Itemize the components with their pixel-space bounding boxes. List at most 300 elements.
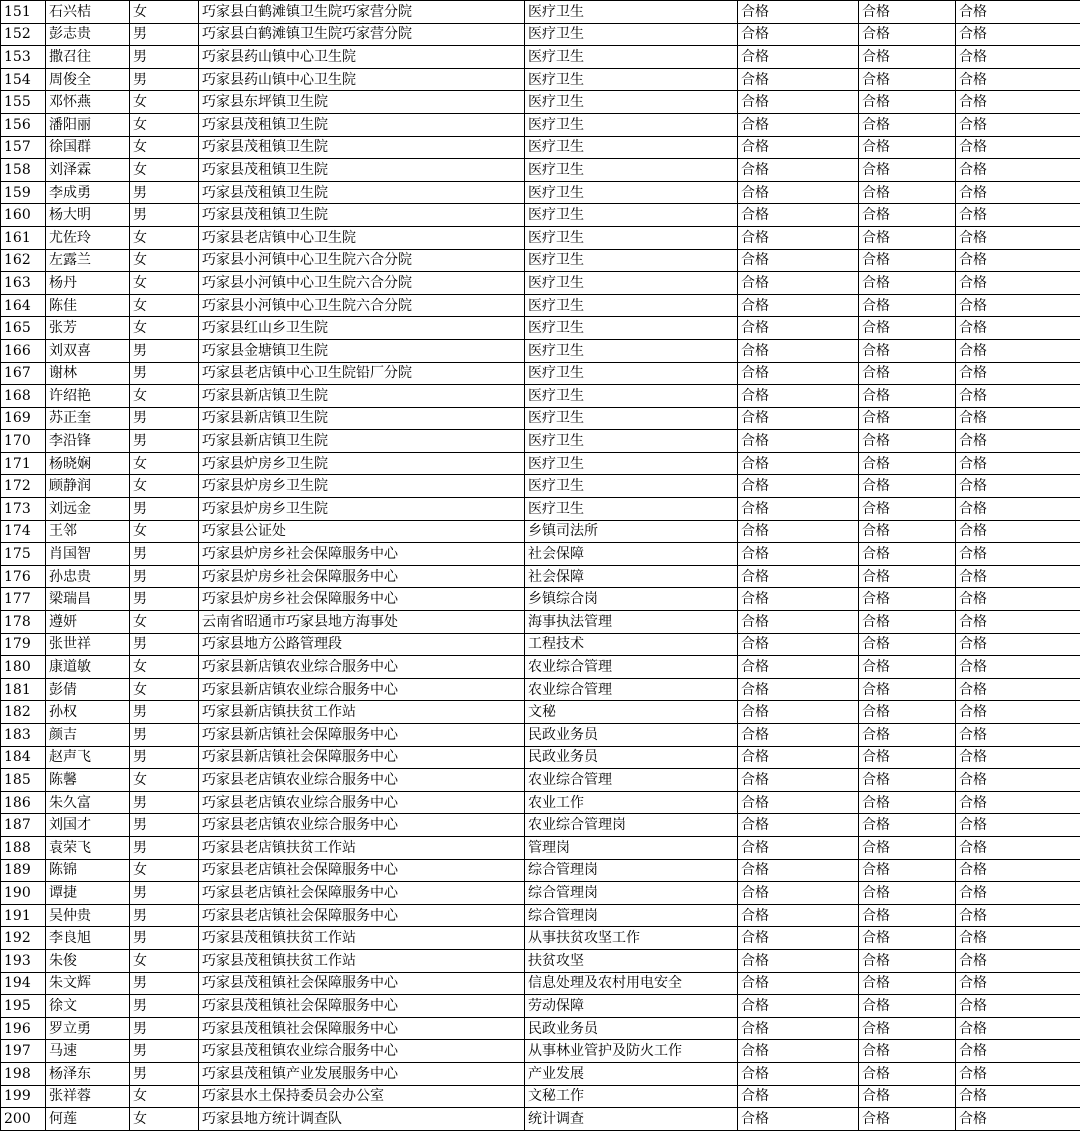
row-number-cell: 169	[1, 407, 46, 430]
result-3-cell: 合格	[956, 91, 1080, 114]
employer-unit-cell: 巧家县茂租镇扶贫工作站	[199, 949, 525, 972]
row-number-cell: 199	[1, 1085, 46, 1108]
position-cell: 文秘工作	[525, 1085, 738, 1108]
position-cell: 医疗卫生	[525, 294, 738, 317]
result-3-cell: 合格	[956, 159, 1080, 182]
result-2-cell: 合格	[859, 385, 956, 408]
result-2-cell: 合格	[859, 339, 956, 362]
result-3-cell: 合格	[956, 859, 1080, 882]
position-cell: 医疗卫生	[525, 317, 738, 340]
table-row	[1, 633, 1080, 656]
result-3-cell: 合格	[956, 475, 1080, 498]
result-1-cell: 合格	[738, 475, 859, 498]
result-3-cell: 合格	[956, 995, 1080, 1018]
position-cell: 管理岗	[525, 836, 738, 859]
gender-cell: 女	[130, 272, 199, 295]
result-2-cell: 合格	[859, 904, 956, 927]
result-1-cell: 合格	[738, 204, 859, 227]
employer-unit-cell: 巧家县老店镇扶贫工作站	[199, 836, 525, 859]
position-cell: 社会保障	[525, 565, 738, 588]
employer-unit-cell: 巧家县新店镇社会保障服务中心	[199, 746, 525, 769]
employer-unit-cell: 巧家县茂租镇扶贫工作站	[199, 927, 525, 950]
result-3-cell: 合格	[956, 430, 1080, 453]
result-3-cell: 合格	[956, 972, 1080, 995]
gender-cell: 女	[130, 656, 199, 679]
gender-cell: 女	[130, 611, 199, 634]
gender-cell: 男	[130, 407, 199, 430]
name-cell: 赵声飞	[46, 746, 130, 769]
row-number-cell: 174	[1, 520, 46, 543]
result-2-cell: 合格	[859, 701, 956, 724]
employer-unit-cell: 巧家县小河镇中心卫生院六合分院	[199, 272, 525, 295]
result-1-cell: 合格	[738, 1108, 859, 1131]
gender-cell: 女	[130, 294, 199, 317]
result-1-cell: 合格	[738, 452, 859, 475]
table-row	[1, 23, 1080, 46]
name-cell: 张世祥	[46, 633, 130, 656]
gender-cell: 男	[130, 791, 199, 814]
name-cell: 顾静润	[46, 475, 130, 498]
position-cell: 医疗卫生	[525, 91, 738, 114]
result-3-cell: 合格	[956, 814, 1080, 837]
result-2-cell: 合格	[859, 836, 956, 859]
name-cell: 石兴桔	[46, 1, 130, 24]
name-cell: 邓怀燕	[46, 91, 130, 114]
table-row	[1, 1085, 1080, 1108]
result-3-cell: 合格	[956, 769, 1080, 792]
table-row	[1, 385, 1080, 408]
result-3-cell: 合格	[956, 272, 1080, 295]
result-3-cell: 合格	[956, 656, 1080, 679]
result-2-cell: 合格	[859, 475, 956, 498]
gender-cell: 女	[130, 452, 199, 475]
name-cell: 李沿锋	[46, 430, 130, 453]
result-3-cell: 合格	[956, 1, 1080, 24]
result-1-cell: 合格	[738, 588, 859, 611]
row-number-cell: 171	[1, 452, 46, 475]
employer-unit-cell: 巧家县白鹤滩镇卫生院巧家营分院	[199, 1, 525, 24]
gender-cell: 男	[130, 543, 199, 566]
row-number-cell: 192	[1, 927, 46, 950]
result-1-cell: 合格	[738, 791, 859, 814]
row-number-cell: 159	[1, 181, 46, 204]
position-cell: 民政业务员	[525, 724, 738, 747]
gender-cell: 女	[130, 91, 199, 114]
position-cell: 医疗卫生	[525, 46, 738, 69]
result-2-cell: 合格	[859, 452, 956, 475]
name-cell: 苏正奎	[46, 407, 130, 430]
result-3-cell: 合格	[956, 23, 1080, 46]
row-number-cell: 190	[1, 882, 46, 905]
result-3-cell: 合格	[956, 1062, 1080, 1085]
position-cell: 农业工作	[525, 791, 738, 814]
result-1-cell: 合格	[738, 859, 859, 882]
result-1-cell: 合格	[738, 769, 859, 792]
row-number-cell: 168	[1, 385, 46, 408]
name-cell: 杨晓娴	[46, 452, 130, 475]
gender-cell: 女	[130, 678, 199, 701]
gender-cell: 男	[130, 1017, 199, 1040]
gender-cell: 女	[130, 226, 199, 249]
result-1-cell: 合格	[738, 927, 859, 950]
result-1-cell: 合格	[738, 724, 859, 747]
result-2-cell: 合格	[859, 1085, 956, 1108]
position-cell: 医疗卫生	[525, 181, 738, 204]
result-2-cell: 合格	[859, 113, 956, 136]
employer-unit-cell: 巧家县炉房乡卫生院	[199, 475, 525, 498]
name-cell: 刘泽霖	[46, 159, 130, 182]
table-row	[1, 294, 1080, 317]
result-1-cell: 合格	[738, 678, 859, 701]
employer-unit-cell: 巧家县老店镇社会保障服务中心	[199, 904, 525, 927]
table-row	[1, 656, 1080, 679]
result-1-cell: 合格	[738, 656, 859, 679]
result-1-cell: 合格	[738, 520, 859, 543]
employer-unit-cell: 巧家县新店镇扶贫工作站	[199, 701, 525, 724]
gender-cell: 男	[130, 588, 199, 611]
result-2-cell: 合格	[859, 995, 956, 1018]
employer-unit-cell: 巧家县老店镇农业综合服务中心	[199, 791, 525, 814]
table-row	[1, 452, 1080, 475]
row-number-cell: 186	[1, 791, 46, 814]
row-number-cell: 184	[1, 746, 46, 769]
result-2-cell: 合格	[859, 407, 956, 430]
table-row	[1, 68, 1080, 91]
table-row	[1, 1017, 1080, 1040]
result-2-cell: 合格	[859, 317, 956, 340]
gender-cell: 男	[130, 633, 199, 656]
table-row	[1, 317, 1080, 340]
table-row	[1, 430, 1080, 453]
employer-unit-cell: 巧家县茂租镇社会保障服务中心	[199, 972, 525, 995]
table-row	[1, 678, 1080, 701]
result-3-cell: 合格	[956, 678, 1080, 701]
name-cell: 张芳	[46, 317, 130, 340]
position-cell: 医疗卫生	[525, 204, 738, 227]
result-1-cell: 合格	[738, 362, 859, 385]
position-cell: 信息处理及农村用电安全	[525, 972, 738, 995]
result-3-cell: 合格	[956, 362, 1080, 385]
gender-cell: 女	[130, 385, 199, 408]
table-row	[1, 46, 1080, 69]
employer-unit-cell: 巧家县炉房乡卫生院	[199, 498, 525, 521]
result-1-cell: 合格	[738, 1085, 859, 1108]
name-cell: 肖国智	[46, 543, 130, 566]
row-number-cell: 156	[1, 113, 46, 136]
result-3-cell: 合格	[956, 565, 1080, 588]
name-cell: 遵妍	[46, 611, 130, 634]
row-number-cell: 178	[1, 611, 46, 634]
result-1-cell: 合格	[738, 317, 859, 340]
result-3-cell: 合格	[956, 498, 1080, 521]
table-row	[1, 565, 1080, 588]
result-3-cell: 合格	[956, 317, 1080, 340]
position-cell: 扶贫攻坚	[525, 949, 738, 972]
employer-unit-cell: 巧家县茂租镇卫生院	[199, 204, 525, 227]
result-2-cell: 合格	[859, 226, 956, 249]
row-number-cell: 175	[1, 543, 46, 566]
name-cell: 李良旭	[46, 927, 130, 950]
result-3-cell: 合格	[956, 611, 1080, 634]
table-row	[1, 1062, 1080, 1085]
result-3-cell: 合格	[956, 46, 1080, 69]
result-1-cell: 合格	[738, 272, 859, 295]
row-number-cell: 193	[1, 949, 46, 972]
gender-cell: 男	[130, 1062, 199, 1085]
result-1-cell: 合格	[738, 701, 859, 724]
result-3-cell: 合格	[956, 385, 1080, 408]
position-cell: 从事扶贫攻坚工作	[525, 927, 738, 950]
table-row	[1, 995, 1080, 1018]
position-cell: 农业综合管理	[525, 678, 738, 701]
position-cell: 医疗卫生	[525, 407, 738, 430]
gender-cell: 男	[130, 339, 199, 362]
result-3-cell: 合格	[956, 543, 1080, 566]
position-cell: 医疗卫生	[525, 475, 738, 498]
result-3-cell: 合格	[956, 701, 1080, 724]
result-2-cell: 合格	[859, 1, 956, 24]
name-cell: 杨丹	[46, 272, 130, 295]
result-2-cell: 合格	[859, 181, 956, 204]
gender-cell: 男	[130, 995, 199, 1018]
gender-cell: 男	[130, 68, 199, 91]
result-3-cell: 合格	[956, 294, 1080, 317]
table-row	[1, 836, 1080, 859]
gender-cell: 男	[130, 836, 199, 859]
result-1-cell: 合格	[738, 23, 859, 46]
table-row	[1, 949, 1080, 972]
result-3-cell: 合格	[956, 1017, 1080, 1040]
employer-unit-cell: 巧家县茂租镇卫生院	[199, 136, 525, 159]
result-3-cell: 合格	[956, 836, 1080, 859]
result-2-cell: 合格	[859, 814, 956, 837]
employer-unit-cell: 巧家县老店镇社会保障服务中心	[199, 859, 525, 882]
table-row	[1, 972, 1080, 995]
result-2-cell: 合格	[859, 498, 956, 521]
result-2-cell: 合格	[859, 159, 956, 182]
employer-unit-cell: 巧家县药山镇中心卫生院	[199, 46, 525, 69]
table-row	[1, 724, 1080, 747]
row-number-cell: 176	[1, 565, 46, 588]
table-row	[1, 904, 1080, 927]
name-cell: 谭捷	[46, 882, 130, 905]
result-2-cell: 合格	[859, 633, 956, 656]
table-row	[1, 814, 1080, 837]
result-1-cell: 合格	[738, 294, 859, 317]
result-3-cell: 合格	[956, 520, 1080, 543]
position-cell: 医疗卫生	[525, 226, 738, 249]
name-cell: 罗立勇	[46, 1017, 130, 1040]
name-cell: 朱久富	[46, 791, 130, 814]
employer-unit-cell: 巧家县老店镇农业综合服务中心	[199, 814, 525, 837]
name-cell: 陈锦	[46, 859, 130, 882]
gender-cell: 女	[130, 136, 199, 159]
gender-cell: 女	[130, 317, 199, 340]
gender-cell: 男	[130, 701, 199, 724]
row-number-cell: 198	[1, 1062, 46, 1085]
gender-cell: 男	[130, 927, 199, 950]
name-cell: 尤佐玲	[46, 226, 130, 249]
table-row	[1, 1108, 1080, 1131]
table-row	[1, 339, 1080, 362]
row-number-cell: 177	[1, 588, 46, 611]
result-3-cell: 合格	[956, 68, 1080, 91]
result-1-cell: 合格	[738, 836, 859, 859]
gender-cell: 男	[130, 498, 199, 521]
table-row	[1, 407, 1080, 430]
result-3-cell: 合格	[956, 904, 1080, 927]
result-2-cell: 合格	[859, 520, 956, 543]
result-3-cell: 合格	[956, 249, 1080, 272]
result-2-cell: 合格	[859, 972, 956, 995]
position-cell: 农业综合管理岗	[525, 814, 738, 837]
name-cell: 撒召往	[46, 46, 130, 69]
gender-cell: 男	[130, 972, 199, 995]
row-number-cell: 197	[1, 1040, 46, 1063]
employer-unit-cell: 巧家县茂租镇卫生院	[199, 113, 525, 136]
name-cell: 陈佳	[46, 294, 130, 317]
name-cell: 张祥蓉	[46, 1085, 130, 1108]
result-2-cell: 合格	[859, 724, 956, 747]
gender-cell: 女	[130, 520, 199, 543]
result-3-cell: 合格	[956, 633, 1080, 656]
result-2-cell: 合格	[859, 565, 956, 588]
gender-cell: 男	[130, 181, 199, 204]
position-cell: 劳动保障	[525, 995, 738, 1018]
result-3-cell: 合格	[956, 339, 1080, 362]
gender-cell: 女	[130, 1, 199, 24]
table-row	[1, 1040, 1080, 1063]
result-1-cell: 合格	[738, 1017, 859, 1040]
result-1-cell: 合格	[738, 633, 859, 656]
employer-unit-cell: 巧家县小河镇中心卫生院六合分院	[199, 249, 525, 272]
result-1-cell: 合格	[738, 339, 859, 362]
name-cell: 杨泽东	[46, 1062, 130, 1085]
name-cell: 孙忠贵	[46, 565, 130, 588]
result-2-cell: 合格	[859, 791, 956, 814]
name-cell: 刘国才	[46, 814, 130, 837]
result-3-cell: 合格	[956, 588, 1080, 611]
result-1-cell: 合格	[738, 1062, 859, 1085]
gender-cell: 男	[130, 430, 199, 453]
gender-cell: 男	[130, 362, 199, 385]
name-cell: 颜吉	[46, 724, 130, 747]
employer-unit-cell: 巧家县炉房乡社会保障服务中心	[199, 588, 525, 611]
name-cell: 周俊全	[46, 68, 130, 91]
row-number-cell: 173	[1, 498, 46, 521]
result-1-cell: 合格	[738, 385, 859, 408]
table-row	[1, 769, 1080, 792]
name-cell: 吴仲贵	[46, 904, 130, 927]
employer-unit-cell: 巧家县新店镇卫生院	[199, 407, 525, 430]
row-number-cell: 183	[1, 724, 46, 747]
row-number-cell: 165	[1, 317, 46, 340]
gender-cell: 女	[130, 769, 199, 792]
row-number-cell: 180	[1, 656, 46, 679]
row-number-cell: 179	[1, 633, 46, 656]
result-1-cell: 合格	[738, 249, 859, 272]
row-number-cell: 170	[1, 430, 46, 453]
gender-cell: 男	[130, 46, 199, 69]
row-number-cell: 161	[1, 226, 46, 249]
employer-unit-cell: 巧家县药山镇中心卫生院	[199, 68, 525, 91]
row-number-cell: 189	[1, 859, 46, 882]
result-1-cell: 合格	[738, 949, 859, 972]
row-number-cell: 191	[1, 904, 46, 927]
position-cell: 医疗卫生	[525, 498, 738, 521]
result-2-cell: 合格	[859, 656, 956, 679]
gender-cell: 女	[130, 113, 199, 136]
name-cell: 梁瑞昌	[46, 588, 130, 611]
position-cell: 民政业务员	[525, 1017, 738, 1040]
result-3-cell: 合格	[956, 204, 1080, 227]
result-2-cell: 合格	[859, 927, 956, 950]
name-cell: 康道敏	[46, 656, 130, 679]
position-cell: 综合管理岗	[525, 904, 738, 927]
result-3-cell: 合格	[956, 791, 1080, 814]
gender-cell: 女	[130, 949, 199, 972]
result-1-cell: 合格	[738, 91, 859, 114]
table-row	[1, 91, 1080, 114]
table-row	[1, 611, 1080, 634]
result-2-cell: 合格	[859, 859, 956, 882]
result-2-cell: 合格	[859, 362, 956, 385]
result-1-cell: 合格	[738, 543, 859, 566]
result-1-cell: 合格	[738, 226, 859, 249]
gender-cell: 女	[130, 475, 199, 498]
table-row	[1, 520, 1080, 543]
table-row	[1, 249, 1080, 272]
result-1-cell: 合格	[738, 1040, 859, 1063]
result-3-cell: 合格	[956, 746, 1080, 769]
result-2-cell: 合格	[859, 204, 956, 227]
name-cell: 彭志贵	[46, 23, 130, 46]
table-row	[1, 701, 1080, 724]
result-3-cell: 合格	[956, 452, 1080, 475]
result-3-cell: 合格	[956, 113, 1080, 136]
result-1-cell: 合格	[738, 498, 859, 521]
employer-unit-cell: 巧家县茂租镇社会保障服务中心	[199, 1017, 525, 1040]
result-2-cell: 合格	[859, 1017, 956, 1040]
row-number-cell: 157	[1, 136, 46, 159]
employer-unit-cell: 巧家县茂租镇卫生院	[199, 159, 525, 182]
result-1-cell: 合格	[738, 611, 859, 634]
result-3-cell: 合格	[956, 1040, 1080, 1063]
result-1-cell: 合格	[738, 68, 859, 91]
table-row	[1, 882, 1080, 905]
result-1-cell: 合格	[738, 565, 859, 588]
row-number-cell: 164	[1, 294, 46, 317]
gender-cell: 男	[130, 814, 199, 837]
row-number-cell: 153	[1, 46, 46, 69]
results-table-body	[1, 1, 1080, 1131]
result-2-cell: 合格	[859, 430, 956, 453]
table-row	[1, 204, 1080, 227]
gender-cell: 男	[130, 724, 199, 747]
name-cell: 何莲	[46, 1108, 130, 1131]
table-row	[1, 181, 1080, 204]
employer-unit-cell: 巧家县新店镇社会保障服务中心	[199, 724, 525, 747]
result-3-cell: 合格	[956, 1108, 1080, 1131]
table-row	[1, 475, 1080, 498]
name-cell: 李成勇	[46, 181, 130, 204]
table-row	[1, 791, 1080, 814]
row-number-cell: 187	[1, 814, 46, 837]
result-1-cell: 合格	[738, 972, 859, 995]
result-2-cell: 合格	[859, 1062, 956, 1085]
gender-cell: 女	[130, 1085, 199, 1108]
gender-cell: 女	[130, 1108, 199, 1131]
